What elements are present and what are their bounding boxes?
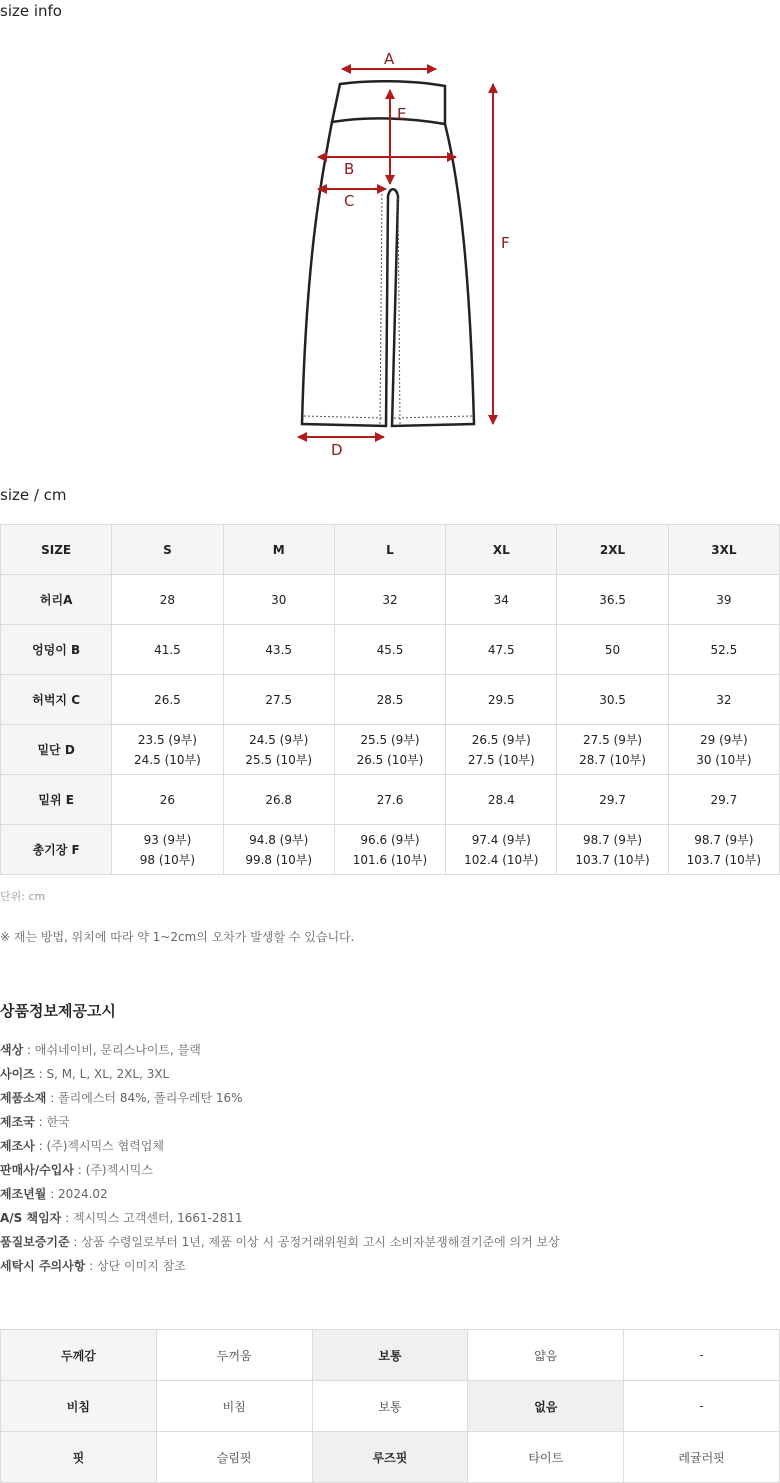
size-value: 26.5 (10부) (356, 752, 424, 767)
size-value: 94.8 (9부) (249, 832, 309, 847)
info-key: 세탁시 주의사항 (0, 1259, 86, 1273)
info-item (0, 1088, 780, 1112)
size-value: 102.4 (10부) (464, 852, 539, 867)
size-cell (334, 825, 445, 875)
size-value: 26.8 (265, 792, 293, 807)
feel-option-selected: 보통 (312, 1330, 468, 1381)
size-cell (668, 575, 779, 625)
size-value: 29.5 (487, 692, 515, 707)
feel-label: 두께감 (1, 1330, 157, 1381)
info-key: A/S 책임자 (0, 1211, 62, 1225)
label-c: C (344, 192, 355, 210)
measurement-error-note: ※ 재는 방법, 위치에 따라 약 1~2cm의 오차가 발생할 수 있습니다. (0, 930, 355, 944)
size-cell (668, 725, 779, 775)
size-cell (668, 675, 779, 725)
info-key: 사이즈 (0, 1067, 35, 1081)
size-cell (112, 575, 223, 625)
size-header: SIZE (1, 525, 112, 575)
size-value: 43.5 (265, 642, 293, 657)
size-header: S (112, 525, 223, 575)
label-b: B (344, 160, 355, 178)
size-value: 25.5 (9부) (360, 732, 420, 747)
size-table-header-row (1, 525, 780, 575)
feel-option: 얇음 (468, 1330, 624, 1381)
size-cell (668, 825, 779, 875)
row-label: 허벅지 C (1, 675, 112, 725)
info-key: 제조국 (0, 1115, 35, 1129)
size-cell (446, 625, 557, 675)
size-cell (557, 625, 668, 675)
size-value: 24.5 (9부) (249, 732, 309, 747)
label-e: E (397, 105, 407, 123)
feel-label: 핏 (1, 1432, 157, 1483)
size-cell (446, 825, 557, 875)
size-value: 96.6 (9부) (360, 832, 420, 847)
info-item (0, 1256, 780, 1280)
feel-option: 타이트 (468, 1432, 624, 1483)
size-table (0, 524, 780, 875)
info-value: : 젝시믹스 고객센터, 1661-2811 (61, 1211, 243, 1225)
info-item (0, 1040, 780, 1064)
size-cell (557, 775, 668, 825)
size-value: 98.7 (9부) (582, 832, 643, 847)
feel-label: 비침 (1, 1381, 157, 1432)
size-value: 97.4 (9부) (471, 832, 531, 847)
size-cell (334, 775, 445, 825)
size-cell (334, 725, 445, 775)
size-info-title: size info (0, 2, 62, 20)
size-value: 26.5 (154, 692, 181, 707)
size-value: 24.5 (10부) (134, 752, 201, 767)
size-value: 27.5 (9부) (582, 732, 643, 747)
feel-option: - (624, 1381, 780, 1432)
info-key: 제품소재 (0, 1091, 47, 1105)
row-label: 밑위 E (1, 775, 112, 825)
feel-option: 비침 (156, 1381, 312, 1432)
info-value: : 상품 수령일로부터 1년, 제품 이상 시 공정거래위원회 고시 소비자분쟁해결기준에 의거 보상 (69, 1235, 560, 1249)
info-value: : 애쉬네이비, 문리스나이트, 블랙 (23, 1043, 201, 1057)
size-cell (223, 625, 334, 675)
feel-option: 두꺼움 (156, 1330, 312, 1381)
size-cell (223, 775, 334, 825)
size-value: 27.5 (10부) (467, 752, 535, 767)
info-value: : S, M, L, XL, 2XL, 3XL (34, 1067, 170, 1081)
table-row (1, 1381, 780, 1432)
size-value: 28.7 (10부) (579, 752, 646, 767)
size-cell (223, 575, 334, 625)
row-label: 엉덩이 B (1, 625, 112, 675)
size-value: 32 (716, 692, 732, 707)
table-row (1, 825, 780, 875)
info-value: : 2024.02 (46, 1187, 108, 1201)
info-key: 제조사 (0, 1139, 35, 1153)
size-cell (112, 825, 223, 875)
size-value: 52.5 (710, 642, 738, 657)
size-cell (112, 675, 223, 725)
table-row (1, 1432, 780, 1483)
feel-option: 레귤러핏 (624, 1432, 780, 1483)
row-label: 허리A (1, 575, 112, 625)
info-key: 색상 (0, 1043, 24, 1057)
size-value: 50 (604, 642, 621, 657)
unit-note: 단위: cm (0, 890, 46, 903)
size-value: 32 (382, 592, 398, 607)
product-info-list (0, 1040, 780, 1280)
product-info-title: 상품정보제공고시 (0, 1002, 116, 1020)
size-header: L (334, 525, 445, 575)
info-item (0, 1064, 780, 1088)
size-value: 98.7 (9부) (694, 832, 754, 847)
size-cell (223, 675, 334, 725)
size-cell (112, 625, 223, 675)
size-cell (334, 675, 445, 725)
table-row (1, 775, 780, 825)
size-cell (446, 725, 557, 775)
info-key: 품질보증기준 (0, 1235, 70, 1249)
info-item (0, 1112, 780, 1136)
size-value: 34 (493, 592, 509, 607)
info-key: 제조년월 (0, 1187, 47, 1201)
size-value: 28.4 (487, 792, 515, 807)
size-value: 29.7 (599, 792, 626, 807)
size-cell (112, 775, 223, 825)
info-item (0, 1184, 780, 1208)
feel-option: - (624, 1330, 780, 1381)
size-cell (557, 675, 668, 725)
size-value: 27.6 (376, 792, 404, 807)
table-row (1, 725, 780, 775)
size-cell (446, 775, 557, 825)
label-a: A (384, 50, 395, 68)
feel-option-selected: 없음 (468, 1381, 624, 1432)
pants-measurement-diagram (280, 44, 540, 464)
size-value: 28.5 (376, 692, 404, 707)
label-f: F (501, 234, 510, 252)
table-row (1, 1330, 780, 1381)
size-cell (223, 825, 334, 875)
size-cell (223, 725, 334, 775)
size-value: 36.5 (599, 592, 626, 607)
size-cell (668, 625, 779, 675)
size-value: 29 (9부) (700, 732, 748, 747)
size-value: 41.5 (154, 642, 181, 657)
info-item (0, 1232, 780, 1256)
size-value: 93 (9부) (143, 832, 192, 847)
size-unit-title: size / cm (0, 486, 67, 504)
feel-option: 보통 (312, 1381, 468, 1432)
table-row (1, 675, 780, 725)
size-value: 26.5 (9부) (471, 732, 531, 747)
size-value: 29.7 (710, 792, 738, 807)
size-value: 27.5 (265, 692, 293, 707)
size-value: 103.7 (10부) (686, 852, 762, 867)
size-header: 2XL (557, 525, 668, 575)
info-value: : 상단 이미지 참조 (85, 1259, 186, 1273)
size-value: 30 (271, 592, 287, 607)
size-value: 28 (159, 592, 176, 607)
size-cell (557, 825, 668, 875)
info-value: : (주)젝시믹스 (73, 1163, 153, 1177)
size-cell (668, 775, 779, 825)
size-header: 3XL (668, 525, 779, 575)
size-header: XL (446, 525, 557, 575)
label-d: D (331, 441, 343, 459)
size-value: 26 (159, 792, 176, 807)
size-value: 98 (10부) (139, 852, 196, 867)
size-value: 45.5 (376, 642, 404, 657)
size-value: 103.7 (10부) (575, 852, 650, 867)
info-value: : (주)젝시믹스 협력업체 (34, 1139, 164, 1153)
pants-outline (302, 81, 474, 426)
fabric-feel-table (0, 1329, 780, 1483)
size-value: 47.5 (487, 642, 515, 657)
table-row (1, 625, 780, 675)
size-value: 23.5 (9부) (137, 732, 197, 747)
size-cell (557, 725, 668, 775)
size-cell (557, 575, 668, 625)
info-item (0, 1160, 780, 1184)
info-item (0, 1208, 780, 1232)
size-header: M (223, 525, 334, 575)
row-label: 총기장 F (1, 825, 112, 875)
info-value: : 한국 (34, 1115, 70, 1129)
size-value: 101.6 (10부) (352, 852, 428, 867)
row-label: 밑단 D (1, 725, 112, 775)
feel-option-selected: 루즈핏 (312, 1432, 468, 1483)
size-value: 30 (10부) (696, 752, 752, 767)
info-value: : 폴리에스터 84%, 폴리우레탄 16% (46, 1091, 243, 1105)
table-row (1, 575, 780, 625)
size-cell (334, 625, 445, 675)
info-key: 판매사/수입사 (0, 1163, 74, 1177)
size-cell (334, 575, 445, 625)
size-value: 30.5 (599, 692, 626, 707)
size-cell (446, 575, 557, 625)
size-cell (446, 675, 557, 725)
feel-option: 슬림핏 (156, 1432, 312, 1483)
size-value: 25.5 (10부) (245, 752, 313, 767)
size-value: 39 (716, 592, 732, 607)
size-cell (112, 725, 223, 775)
info-item (0, 1136, 780, 1160)
size-value: 99.8 (10부) (245, 852, 313, 867)
